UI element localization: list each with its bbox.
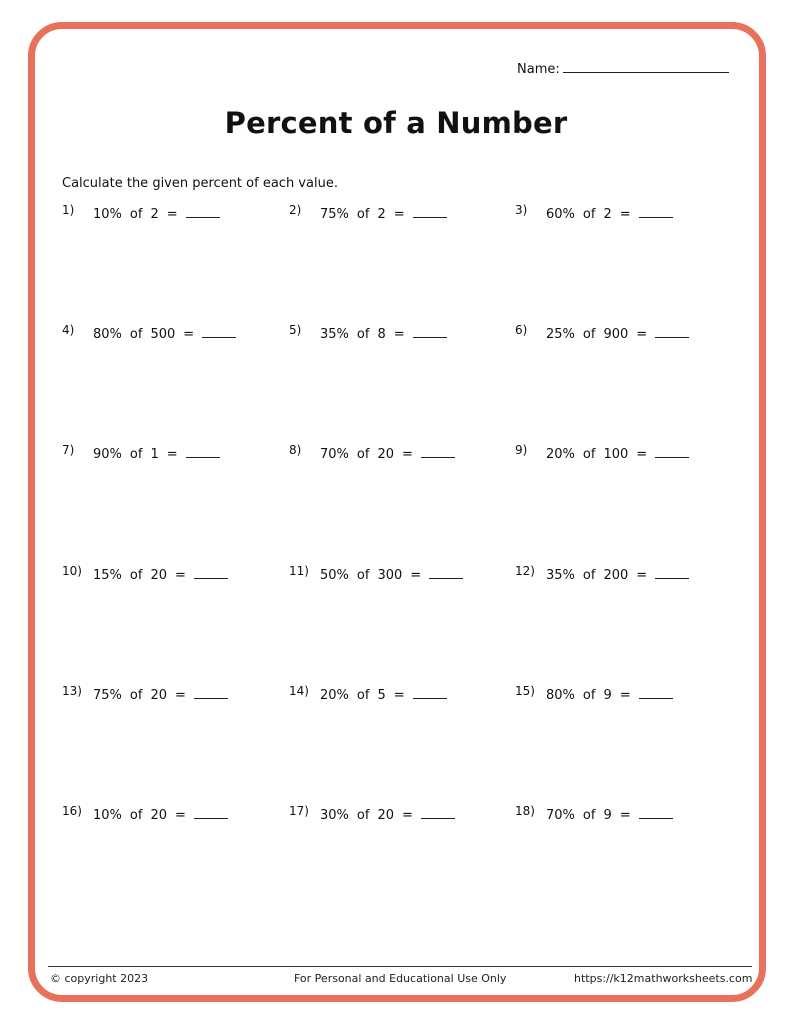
answer-blank[interactable] <box>413 325 447 338</box>
problem-eq: = <box>636 568 648 583</box>
problem-of: of <box>129 207 143 222</box>
problem-eq: = <box>636 447 648 462</box>
problem-eq: = <box>166 207 178 222</box>
problem-percent: 50% <box>320 568 349 583</box>
problem-eq: = <box>183 327 195 342</box>
instructions: Calculate the given percent of each value. <box>62 176 338 191</box>
problem-eq: = <box>619 688 631 703</box>
problem-value: 1 <box>150 447 159 462</box>
problem-value: 2 <box>377 207 386 222</box>
answer-blank[interactable] <box>421 806 455 819</box>
problem-of: of <box>582 207 596 222</box>
problem-of: of <box>582 688 596 703</box>
problem-expression <box>546 806 681 823</box>
problem-eq: = <box>174 688 186 703</box>
problem-expression <box>320 686 455 703</box>
answer-blank[interactable] <box>655 325 689 338</box>
problem-expression <box>93 566 236 583</box>
problem-percent: 75% <box>320 207 349 222</box>
problem-eq: = <box>619 207 631 222</box>
problem-number: 13) <box>62 684 82 698</box>
problem-of: of <box>582 568 596 583</box>
answer-blank[interactable] <box>639 686 673 699</box>
problem-eq: = <box>174 568 186 583</box>
problem-percent: 80% <box>546 688 575 703</box>
answer-blank[interactable] <box>429 566 463 579</box>
problem-number: 4) <box>62 323 75 337</box>
answer-blank[interactable] <box>186 205 220 218</box>
problem-value: 20 <box>150 568 167 583</box>
problem-eq: = <box>619 808 631 823</box>
problem-expression <box>93 445 228 462</box>
problem-eq: = <box>401 447 413 462</box>
problem-expression <box>320 806 463 823</box>
problem-percent: 35% <box>320 327 349 342</box>
problem-of: of <box>129 568 143 583</box>
problem-percent: 60% <box>546 207 575 222</box>
problem-number: 17) <box>289 804 309 818</box>
answer-blank[interactable] <box>413 686 447 699</box>
problem-percent: 10% <box>93 808 122 823</box>
problem-of: of <box>582 327 596 342</box>
problem-expression <box>93 806 236 823</box>
problem-percent: 20% <box>546 447 575 462</box>
problem-value: 2 <box>603 207 612 222</box>
answer-blank[interactable] <box>186 445 220 458</box>
problem-percent: 75% <box>93 688 122 703</box>
problem-number: 9) <box>515 443 528 457</box>
problem-percent: 90% <box>93 447 122 462</box>
problem-percent: 70% <box>546 808 575 823</box>
problem-of: of <box>356 568 370 583</box>
problem-eq: = <box>174 808 186 823</box>
problem-expression <box>546 325 697 342</box>
problem-value: 20 <box>377 808 394 823</box>
problem-number: 16) <box>62 804 82 818</box>
name-label: Name: <box>517 62 560 77</box>
answer-blank[interactable] <box>655 445 689 458</box>
problem-eq: = <box>636 327 648 342</box>
problem-value: 9 <box>603 688 612 703</box>
problem-expression <box>93 205 228 222</box>
problem-number: 1) <box>62 203 75 217</box>
problem-percent: 35% <box>546 568 575 583</box>
problem-of: of <box>129 447 143 462</box>
problem-number: 8) <box>289 443 302 457</box>
problem-of: of <box>356 327 370 342</box>
problem-number: 12) <box>515 564 535 578</box>
problem-percent: 20% <box>320 688 349 703</box>
answer-blank[interactable] <box>413 205 447 218</box>
problem-percent: 80% <box>93 327 122 342</box>
problem-number: 2) <box>289 203 302 217</box>
problem-number: 15) <box>515 684 535 698</box>
answer-blank[interactable] <box>194 686 228 699</box>
problem-value: 900 <box>603 327 629 342</box>
answer-blank[interactable] <box>194 806 228 819</box>
problem-value: 20 <box>150 688 167 703</box>
problem-eq: = <box>393 327 405 342</box>
problem-percent: 30% <box>320 808 349 823</box>
problem-of: of <box>356 207 370 222</box>
problem-expression <box>320 205 455 222</box>
footer-site-link[interactable]: https://k12mathworksheets.com <box>574 972 753 985</box>
problem-percent: 25% <box>546 327 575 342</box>
problem-of: of <box>129 688 143 703</box>
problem-number: 14) <box>289 684 309 698</box>
problem-of: of <box>582 447 596 462</box>
problem-value: 2 <box>150 207 159 222</box>
problem-expression <box>546 205 681 222</box>
problem-of: of <box>582 808 596 823</box>
problem-number: 5) <box>289 323 302 337</box>
problem-number: 3) <box>515 203 528 217</box>
problem-number: 11) <box>289 564 309 578</box>
problem-number: 10) <box>62 564 82 578</box>
footer-usage: For Personal and Educational Use Only <box>294 972 507 985</box>
name-blank-line[interactable] <box>563 61 729 73</box>
problem-value: 100 <box>603 447 629 462</box>
problem-expression <box>93 686 236 703</box>
name-field <box>517 61 729 77</box>
problem-value: 9 <box>603 808 612 823</box>
problem-expression <box>93 325 244 342</box>
problem-value: 8 <box>377 327 386 342</box>
problem-value: 20 <box>377 447 394 462</box>
worksheet-title: Percent of a Number <box>224 106 568 140</box>
answer-blank[interactable] <box>639 806 673 819</box>
problem-percent: 70% <box>320 447 349 462</box>
problem-number: 7) <box>62 443 75 457</box>
problem-value: 500 <box>150 327 176 342</box>
problem-eq: = <box>401 808 413 823</box>
footer-divider <box>48 966 752 967</box>
answer-blank[interactable] <box>202 325 236 338</box>
problem-value: 300 <box>377 568 403 583</box>
problem-eq: = <box>393 688 405 703</box>
problem-expression <box>320 325 455 342</box>
worksheet-border <box>28 22 766 1002</box>
problem-expression <box>546 445 697 462</box>
answer-blank[interactable] <box>655 566 689 579</box>
problem-of: of <box>356 688 370 703</box>
problem-of: of <box>129 808 143 823</box>
problem-expression <box>320 445 463 462</box>
answer-blank[interactable] <box>421 445 455 458</box>
problem-number: 6) <box>515 323 528 337</box>
problem-of: of <box>356 447 370 462</box>
problem-expression <box>546 686 681 703</box>
problem-number: 18) <box>515 804 535 818</box>
problem-eq: = <box>166 447 178 462</box>
problem-value: 200 <box>603 568 629 583</box>
problem-value: 20 <box>150 808 167 823</box>
problem-of: of <box>129 327 143 342</box>
problem-percent: 15% <box>93 568 122 583</box>
problem-percent: 10% <box>93 207 122 222</box>
answer-blank[interactable] <box>639 205 673 218</box>
problem-of: of <box>356 808 370 823</box>
answer-blank[interactable] <box>194 566 228 579</box>
problem-expression <box>546 566 697 583</box>
footer-copyright: © copyright 2023 <box>50 972 149 985</box>
problem-eq: = <box>393 207 405 222</box>
problem-eq: = <box>410 568 422 583</box>
problem-value: 5 <box>377 688 386 703</box>
problem-expression <box>320 566 471 583</box>
